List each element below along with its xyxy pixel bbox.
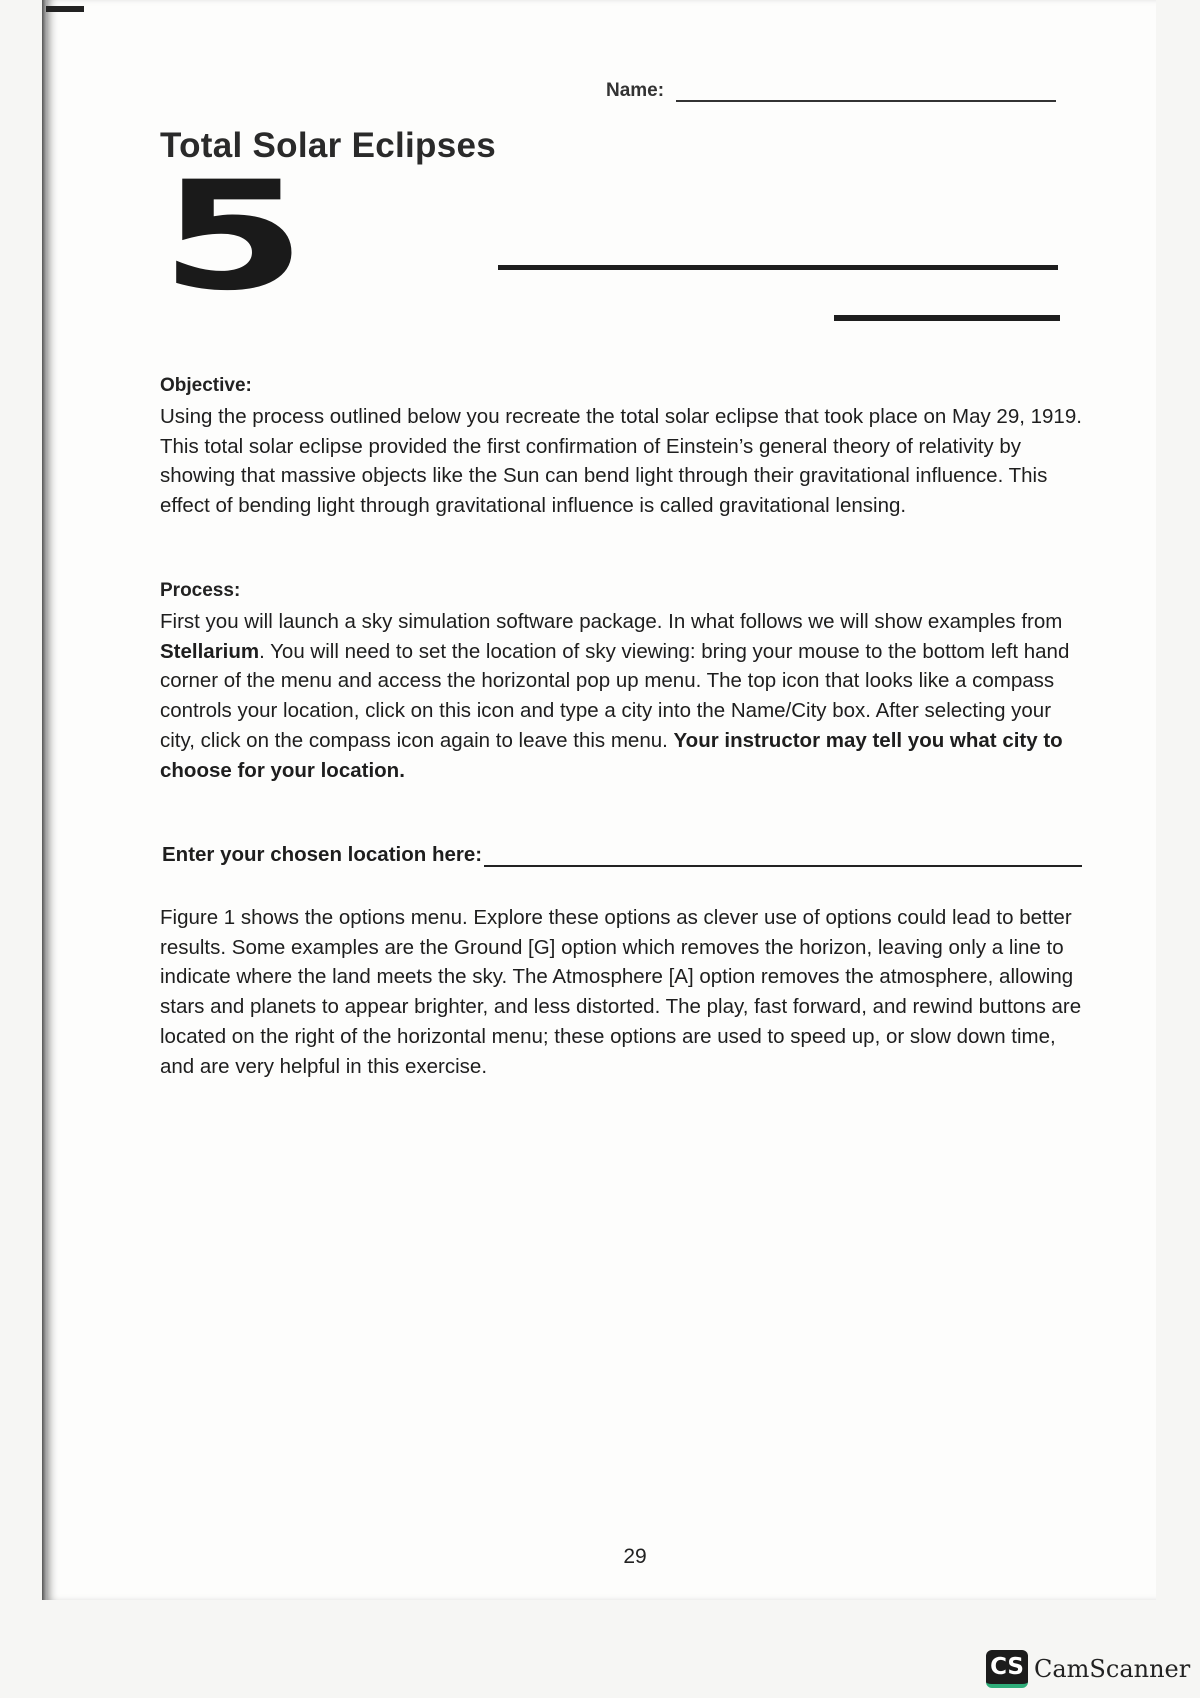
process-text — [160, 607, 1090, 785]
location-entry-row — [162, 843, 1082, 867]
process-text-part2: . You will need to set the location of sky viewing: bring your mouse to the bottom left hand corner of the menu and access the horizontal pop up menu. The top icon that looks like a compass controls your location, click on this icon and type a city into the Name/City box. After selecting your city, click on the compass icon again to leave this menu. — [160, 639, 1070, 752]
objective-heading: Objective: — [160, 375, 252, 396]
page-number: 29 — [623, 1545, 647, 1568]
corner-mark — [46, 6, 84, 12]
page-edge-shadow — [42, 0, 48, 1600]
camscanner-watermark — [986, 1650, 1190, 1688]
software-name: Stellarium — [160, 639, 260, 663]
process-text-part1: First you will launch a sky simulation software package. In what follows we will show examples from — [160, 610, 1063, 633]
objective-text: Using the process outlined below you recreate the total solar eclipse that took place on May 29, 1919. This total solar eclipse provided the first confirmation of Einstein’s general theory of relativity by showing that massive objects like the Sun can bend light through their gravitational influence. This effect of bending light through gravitational influence is called gravitational lensing. — [160, 405, 1082, 518]
name-blank-line — [676, 86, 1056, 102]
camscanner-text: CamScanner — [1034, 1655, 1191, 1683]
header-rule-long — [498, 265, 1058, 270]
figure-paragraph: Figure 1 shows the options menu. Explore these options as clever use of options could lead to better results. Some examples are the Ground [G] option which removes the horizon, leaving only a line to indicate where the land meets the sky. The Atmosphere [A] option removes the atmosphere, allowing stars and planets to appear brighter, and less distorted. The play, fast forward, and rewind buttons are located on the right of the horizontal menu; these options are used to speed up, or slow down time, and are very helpful in this exercise. — [160, 906, 1082, 1078]
instructor-note: Your instructor may tell you what city to choose for your location. — [160, 728, 1063, 782]
location-blank-line — [484, 845, 1082, 867]
name-label: Name: — [606, 80, 665, 101]
header-rule-short — [834, 315, 1060, 321]
name-field-row — [606, 78, 1056, 102]
location-label: Enter your chosen location here: — [162, 843, 483, 866]
process-heading: Process: — [160, 580, 241, 601]
worksheet-title: Total Solar Eclipses — [160, 126, 497, 165]
camscanner-logo: CS — [986, 1650, 1028, 1688]
chapter-number: 5 — [160, 150, 307, 324]
